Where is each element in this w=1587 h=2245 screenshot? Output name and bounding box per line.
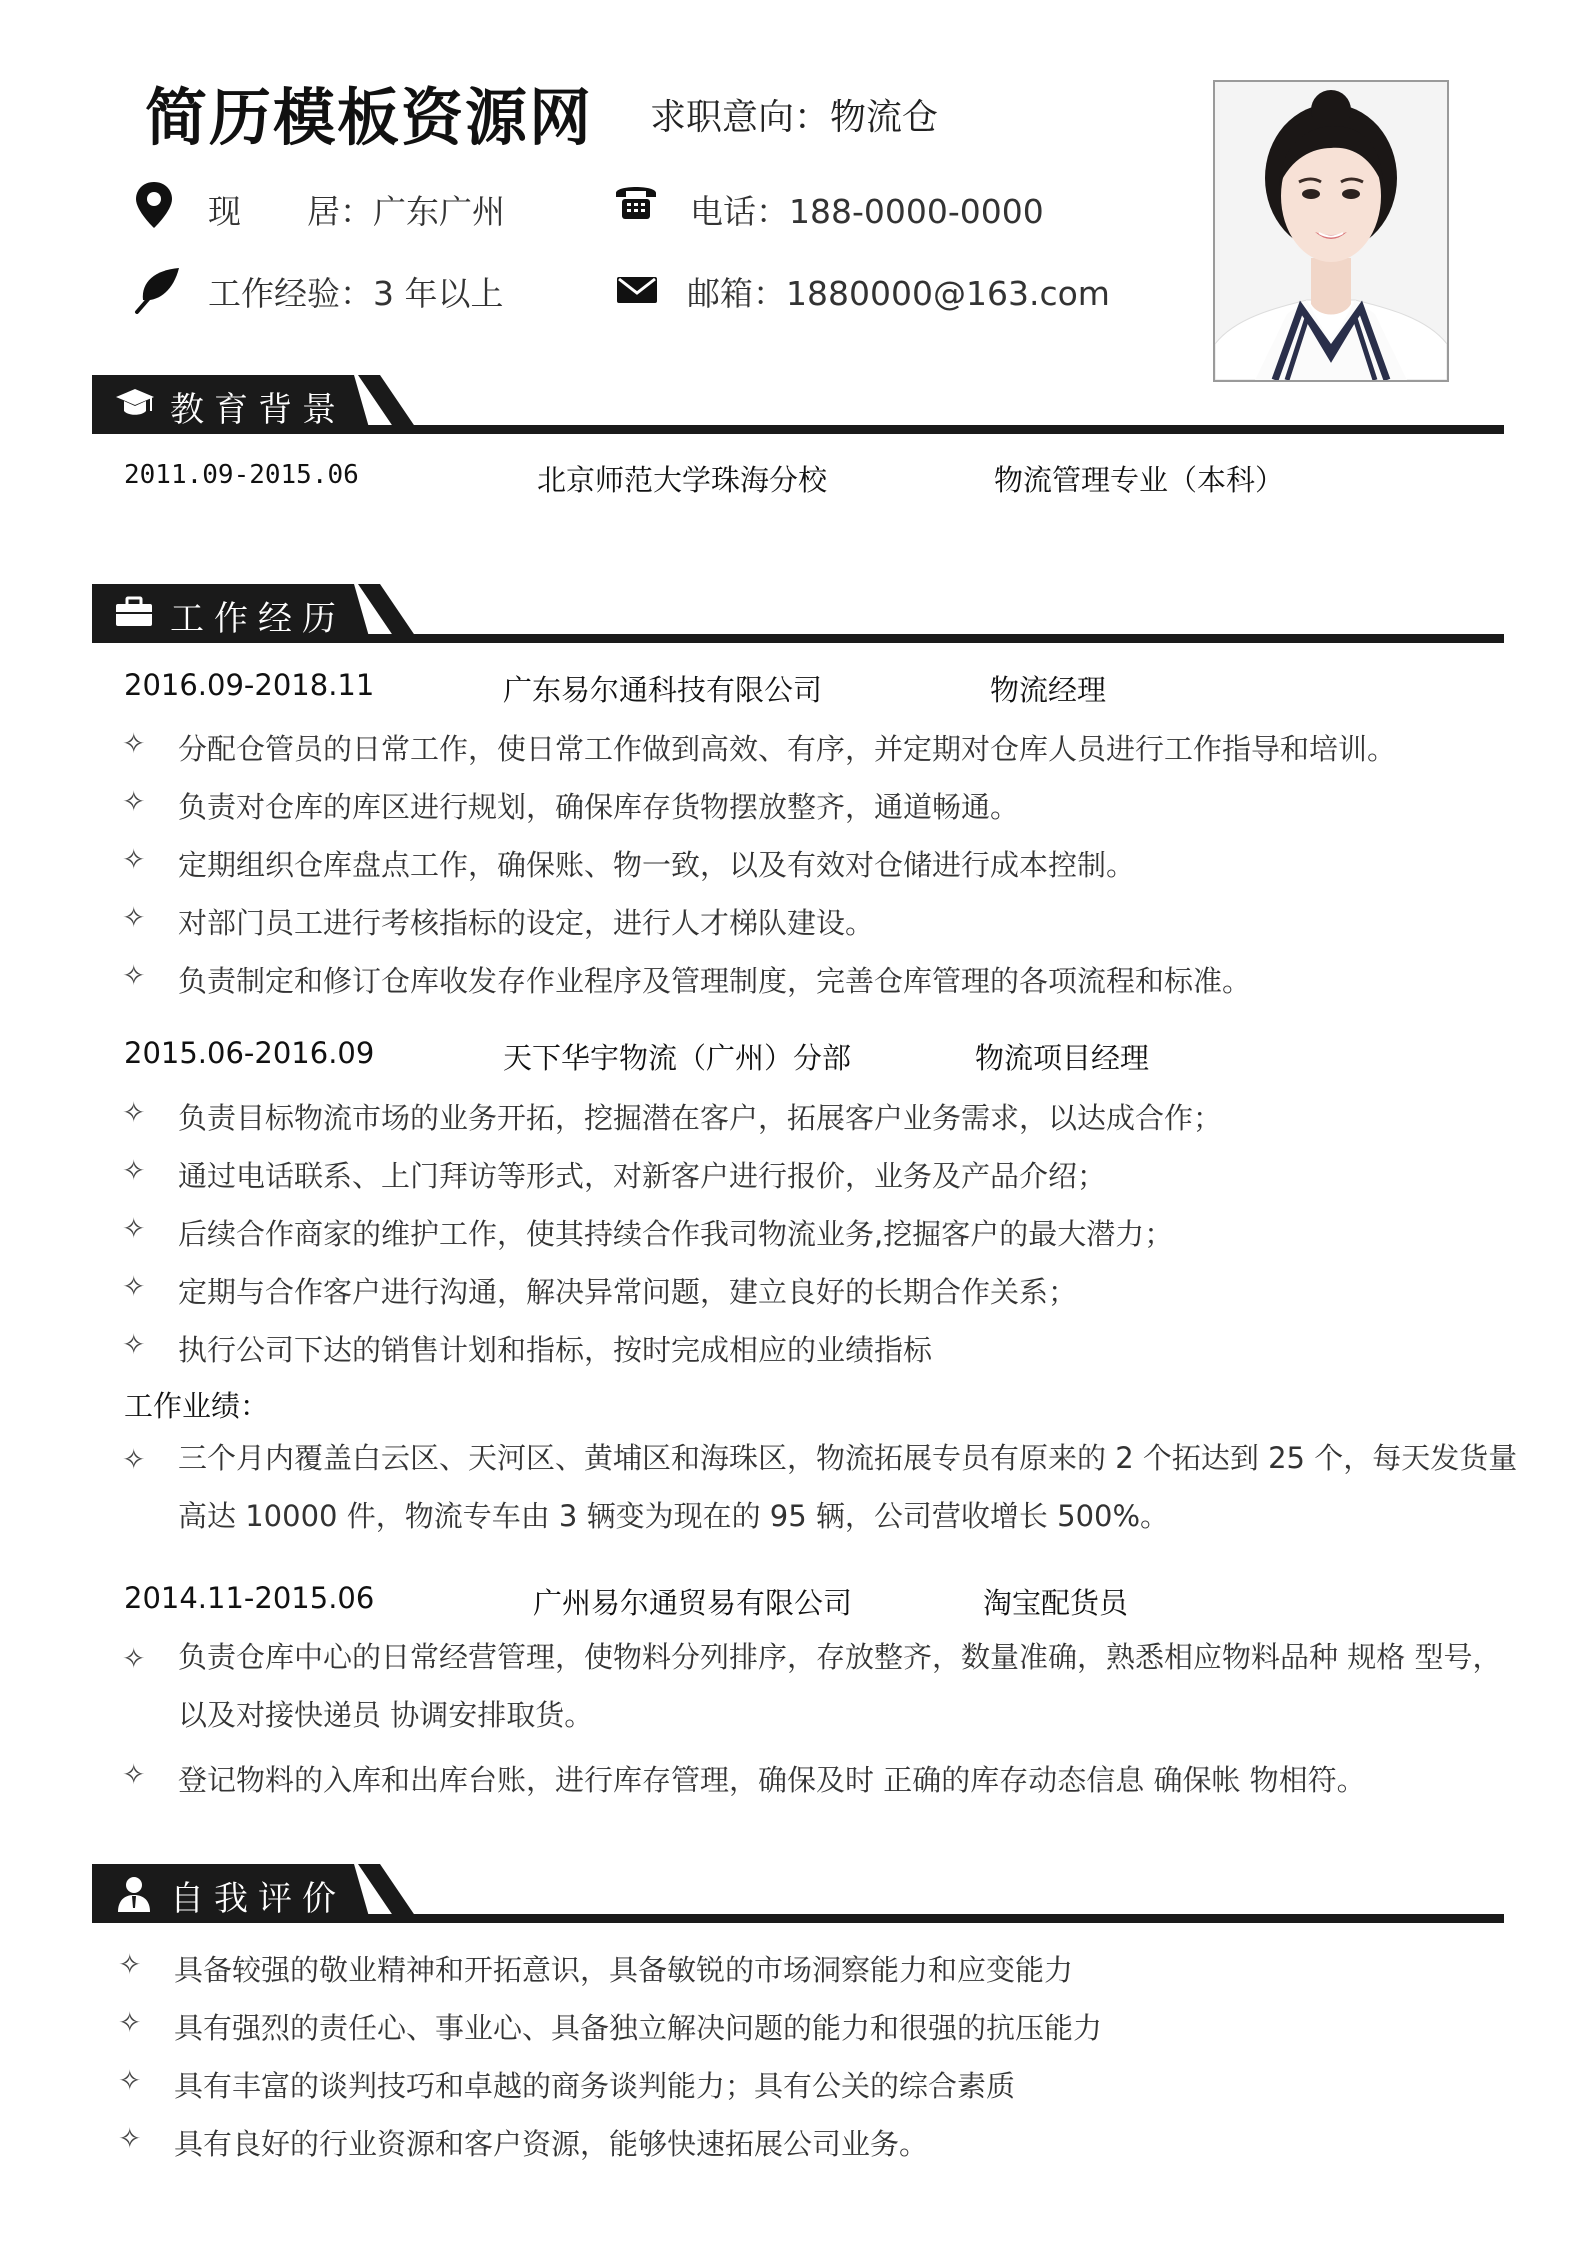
section-education-header <box>92 375 1504 435</box>
bullet-icon: ✧ <box>122 959 146 992</box>
leaf-icon <box>133 266 183 314</box>
bullet-icon: ✧ <box>122 1154 146 1187</box>
job-position: 物流经理 <box>990 673 1107 707</box>
bullet-icon: ✧ <box>122 1096 146 1129</box>
job-company: 天下华宇物流（广州）分部 <box>503 1041 852 1075</box>
map-pin-icon <box>131 180 177 230</box>
section-self-header <box>92 1864 1504 1924</box>
profile-photo <box>1213 80 1449 382</box>
section-title: 工作经历 <box>170 599 346 639</box>
bullet-icon: ✧ <box>118 2064 142 2097</box>
job-date: 2016.09-2018.11 <box>124 668 375 702</box>
bullet-icon: ✧ <box>122 843 146 876</box>
education-school: 北京师范大学珠海分校 <box>537 463 828 497</box>
job-position: 淘宝配货员 <box>983 1586 1129 1620</box>
portrait-photo <box>1215 82 1447 380</box>
bullet-icon: ✧ <box>122 1642 146 1675</box>
job-intent: 求职意向：物流仓 <box>650 97 939 138</box>
briefcase-icon <box>114 596 154 628</box>
bullet-icon: ✧ <box>122 1270 146 1303</box>
section-title: 自我评价 <box>170 1879 346 1919</box>
job-position: 物流项目经理 <box>975 1041 1150 1075</box>
bullet-icon: ✧ <box>118 2006 142 2039</box>
education-date: 2011.09-2015.06 <box>124 460 359 490</box>
job-date: 2014.11-2015.06 <box>124 1581 375 1615</box>
bullet-icon: ✧ <box>122 1443 146 1476</box>
job-date: 2015.06-2016.09 <box>124 1036 375 1070</box>
achievements-label: 工作业绩： <box>124 1389 270 1423</box>
graduation-cap-icon <box>114 387 156 419</box>
bullet-icon: ✧ <box>122 901 146 934</box>
bullet-icon: ✧ <box>122 1212 146 1245</box>
bullet-icon: ✧ <box>122 785 146 818</box>
education-major: 物流管理专业（本科） <box>994 463 1285 497</box>
bullet-icon: ✧ <box>118 1948 142 1981</box>
telephone-icon <box>614 181 658 221</box>
phone-text: 电话：188-0000-0000 <box>690 192 1044 231</box>
person-icon <box>114 1876 154 1912</box>
experience-text: 工作经验：3 年以上 <box>208 274 504 313</box>
resume-name: 简历模板资源网 <box>145 81 594 154</box>
job-company: 广东易尔通科技有限公司 <box>503 673 823 707</box>
location-text: 现 居：广东广州 <box>208 192 505 231</box>
email-text: 邮箱：1880000@163.com <box>687 274 1110 313</box>
envelope-icon <box>615 275 659 305</box>
bullet-icon: ✧ <box>122 727 146 760</box>
job-company: 广州易尔通贸易有限公司 <box>533 1586 853 1620</box>
bullet-icon: ✧ <box>118 2122 142 2155</box>
section-title: 教育背景 <box>170 390 346 430</box>
section-work-header <box>92 584 1504 644</box>
bullet-icon: ✧ <box>122 1328 146 1361</box>
bullet-icon: ✧ <box>122 1758 146 1791</box>
